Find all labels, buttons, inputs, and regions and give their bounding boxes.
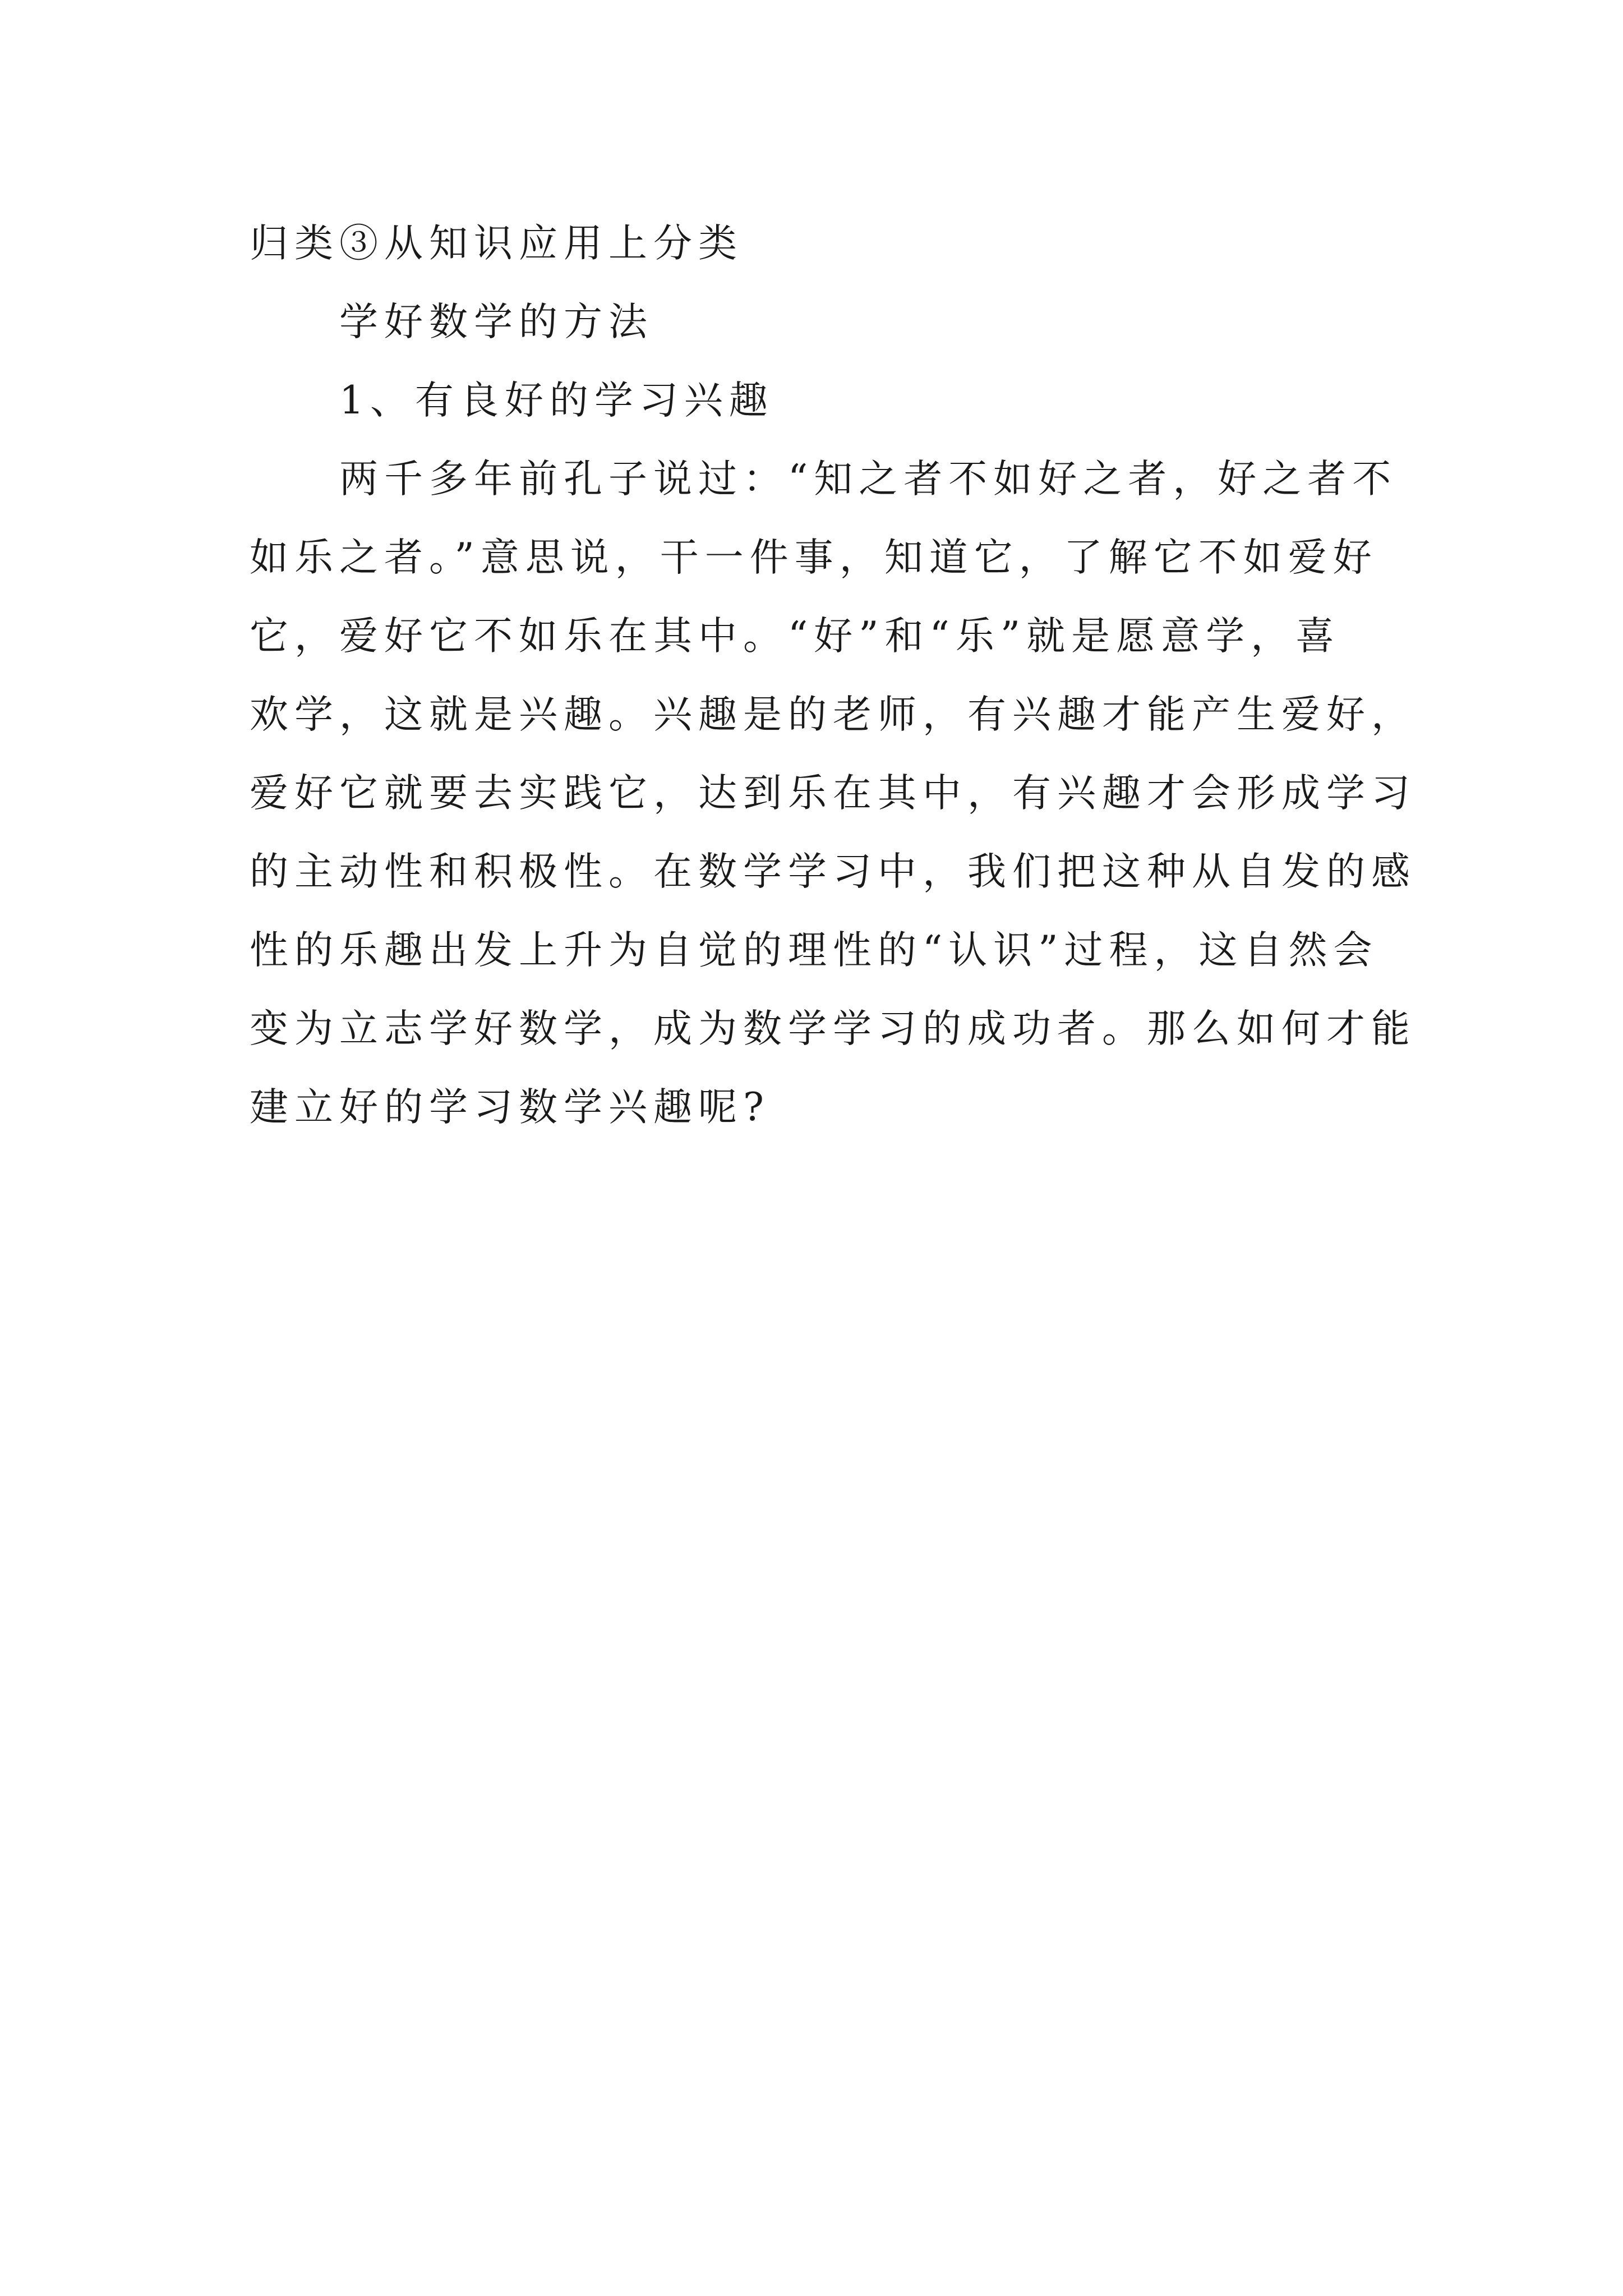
paragraph-line: 爱好它就要去实践它，达到乐在其中，有兴趣才会形成学习 (250, 771, 1416, 816)
paragraph-line: 欢学，这就是兴趣。兴趣是的老师，有兴趣才能产生爱好， (250, 692, 1416, 737)
paragraph-line: 变为立志学好数学，成为数学学习的成功者。那么如何才能 (250, 1006, 1416, 1051)
paragraph-line: 的主动性和积极性。在数学学习中，我们把这种从自发的感 (250, 849, 1416, 894)
paragraph-line: 性的乐趣出发上升为自觉的理性的“认识”过程，这自然会 (250, 928, 1378, 973)
paragraph-line: 两千多年前孔子说过：“知之者不如好之者，好之者不 (339, 457, 1398, 501)
paragraph-line: 如乐之者。”意思说，干一件事，知道它，了解它不如爱好 (250, 535, 1378, 580)
paragraph-line: 建立好的学习数学兴趣呢? (250, 1085, 770, 1130)
category-line: 归类③从知识应用上分类 (250, 221, 743, 266)
section-heading: 学好数学的方法 (339, 300, 653, 344)
subsection-heading: 1、有良好的学习兴趣 (339, 378, 774, 423)
paragraph-line: 它，爱好它不如乐在其中。“好”和“乐”就是愿意学，喜 (250, 614, 1341, 659)
